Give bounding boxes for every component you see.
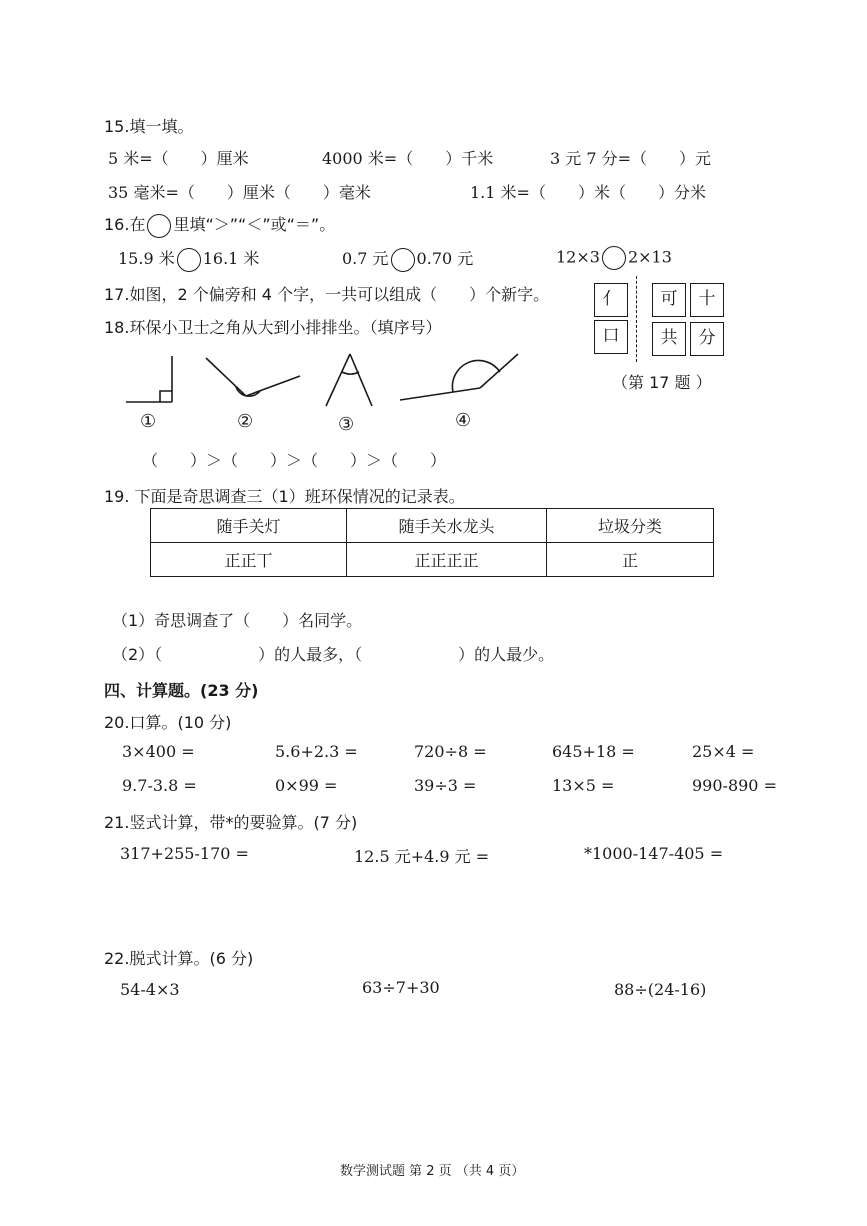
table-header: 垃圾分类 bbox=[547, 509, 714, 543]
q16-right: 0.70 元 bbox=[416, 249, 474, 268]
figure-caption: （第 17 题 ） bbox=[612, 373, 712, 392]
table-header: 随手关灯 bbox=[151, 509, 347, 543]
table-header: 随手关水龙头 bbox=[347, 509, 547, 543]
q16-suffix: 里填“＞”“＜”或“＝”。 bbox=[173, 215, 336, 234]
circle-icon bbox=[602, 246, 626, 270]
char-box: 可 bbox=[652, 283, 686, 317]
tally-cell: 正正正正 bbox=[347, 543, 547, 577]
q16-right: 16.1 米 bbox=[202, 249, 260, 268]
step-calc-item: 88÷(24-16) bbox=[614, 980, 707, 999]
step-calc-item: 54-4×3 bbox=[120, 980, 180, 999]
oral-item: 39÷3 = bbox=[414, 776, 477, 795]
q19-sub2: （2）（ ）的人最多，（ ）的人最少。 bbox=[112, 645, 555, 664]
char-box: 分 bbox=[690, 322, 724, 356]
q15-item: 3 元 7 分=（ ）元 bbox=[550, 149, 712, 168]
q15-item: 1.1 米=（ ）米（ ）分米 bbox=[470, 183, 706, 202]
circle-icon bbox=[177, 248, 201, 272]
tally-cell: 正 bbox=[547, 543, 714, 577]
q15-item: 5 米=（ ）厘米 bbox=[108, 149, 249, 168]
record-table bbox=[150, 508, 714, 577]
angle-1-figure bbox=[126, 356, 172, 402]
q19-sub1: （1）奇思调查了（ ）名同学。 bbox=[112, 611, 363, 630]
q16-left: 0.7 元 bbox=[342, 249, 389, 268]
angle-label: ④ bbox=[455, 410, 472, 431]
q16-title bbox=[104, 212, 335, 238]
q15-item: 35 毫米=（ ）厘米（ ）毫米 bbox=[108, 183, 371, 202]
q16-prefix: 16.在 bbox=[104, 215, 146, 234]
q16-right: 2×13 bbox=[627, 247, 672, 267]
oral-item: 9.7-3.8 = bbox=[122, 776, 197, 795]
table-row bbox=[151, 543, 714, 577]
angle-4-figure bbox=[400, 354, 518, 400]
radical-box: 亻 bbox=[594, 283, 628, 317]
vertical-calc-item: *1000-147-405 = bbox=[584, 844, 724, 863]
char-box: 十 bbox=[690, 283, 724, 317]
radical-box: 口 bbox=[594, 320, 628, 354]
table-header-row bbox=[151, 509, 714, 543]
page-footer: 数学测试题 第 2 页 （共 4 页） bbox=[340, 1164, 525, 1179]
oral-item: 645+18 = bbox=[552, 742, 635, 761]
q20-title: 20.口算。(10 分) bbox=[104, 713, 232, 732]
vertical-calc-item: 317+255-170 = bbox=[120, 844, 249, 863]
angle-label: ③ bbox=[338, 414, 355, 435]
oral-item: 3×400 = bbox=[122, 742, 195, 761]
q21-title: 21.竖式计算，带*的要验算。(7 分) bbox=[104, 813, 358, 832]
q19-title: 19. 下面是奇思调查三（1）班环保情况的记录表。 bbox=[104, 487, 465, 506]
dashed-divider bbox=[636, 276, 637, 362]
vertical-calc-item: 12.5 元+4.9 元 = bbox=[354, 847, 490, 866]
angle-3-figure bbox=[326, 354, 372, 406]
tally-cell: 正正丅 bbox=[151, 543, 347, 577]
step-calc-item: 63÷7+30 bbox=[362, 978, 440, 997]
q18-title: 18.环保小卫士之角从大到小排排坐。（填序号） bbox=[104, 318, 442, 337]
q16-compare bbox=[556, 246, 672, 270]
char-box: 共 bbox=[652, 322, 686, 356]
q16-compare bbox=[342, 246, 473, 272]
q18-answer-line: （ ）＞（ ）＞（ ）＞（ ） bbox=[142, 451, 447, 470]
angle-2-figure bbox=[206, 358, 300, 396]
section-heading: 四、计算题。(23 分) bbox=[104, 681, 259, 700]
oral-item: 25×4 = bbox=[692, 742, 755, 761]
q15-title: 15.填一填。 bbox=[104, 117, 194, 136]
q22-title: 22.脱式计算。(6 分) bbox=[104, 949, 254, 968]
q15-item: 4000 米=（ ）千米 bbox=[322, 149, 494, 168]
q16-left: 15.9 米 bbox=[118, 249, 175, 268]
angle-figures bbox=[120, 348, 530, 418]
circle-icon bbox=[391, 248, 415, 272]
oral-item: 13×5 = bbox=[552, 776, 615, 795]
oral-item: 990-890 = bbox=[692, 776, 777, 795]
circle-icon bbox=[147, 214, 171, 238]
angle-label: ① bbox=[140, 411, 157, 432]
q16-compare bbox=[118, 246, 259, 272]
q16-left: 12×3 bbox=[556, 247, 600, 267]
angle-label: ② bbox=[237, 411, 254, 432]
oral-item: 0×99 = bbox=[275, 776, 338, 795]
q17-title: 17.如图，2 个偏旁和 4 个字，一共可以组成（ ）个新字。 bbox=[104, 285, 550, 304]
oral-item: 5.6+2.3 = bbox=[275, 742, 358, 761]
oral-item: 720÷8 = bbox=[414, 742, 487, 761]
